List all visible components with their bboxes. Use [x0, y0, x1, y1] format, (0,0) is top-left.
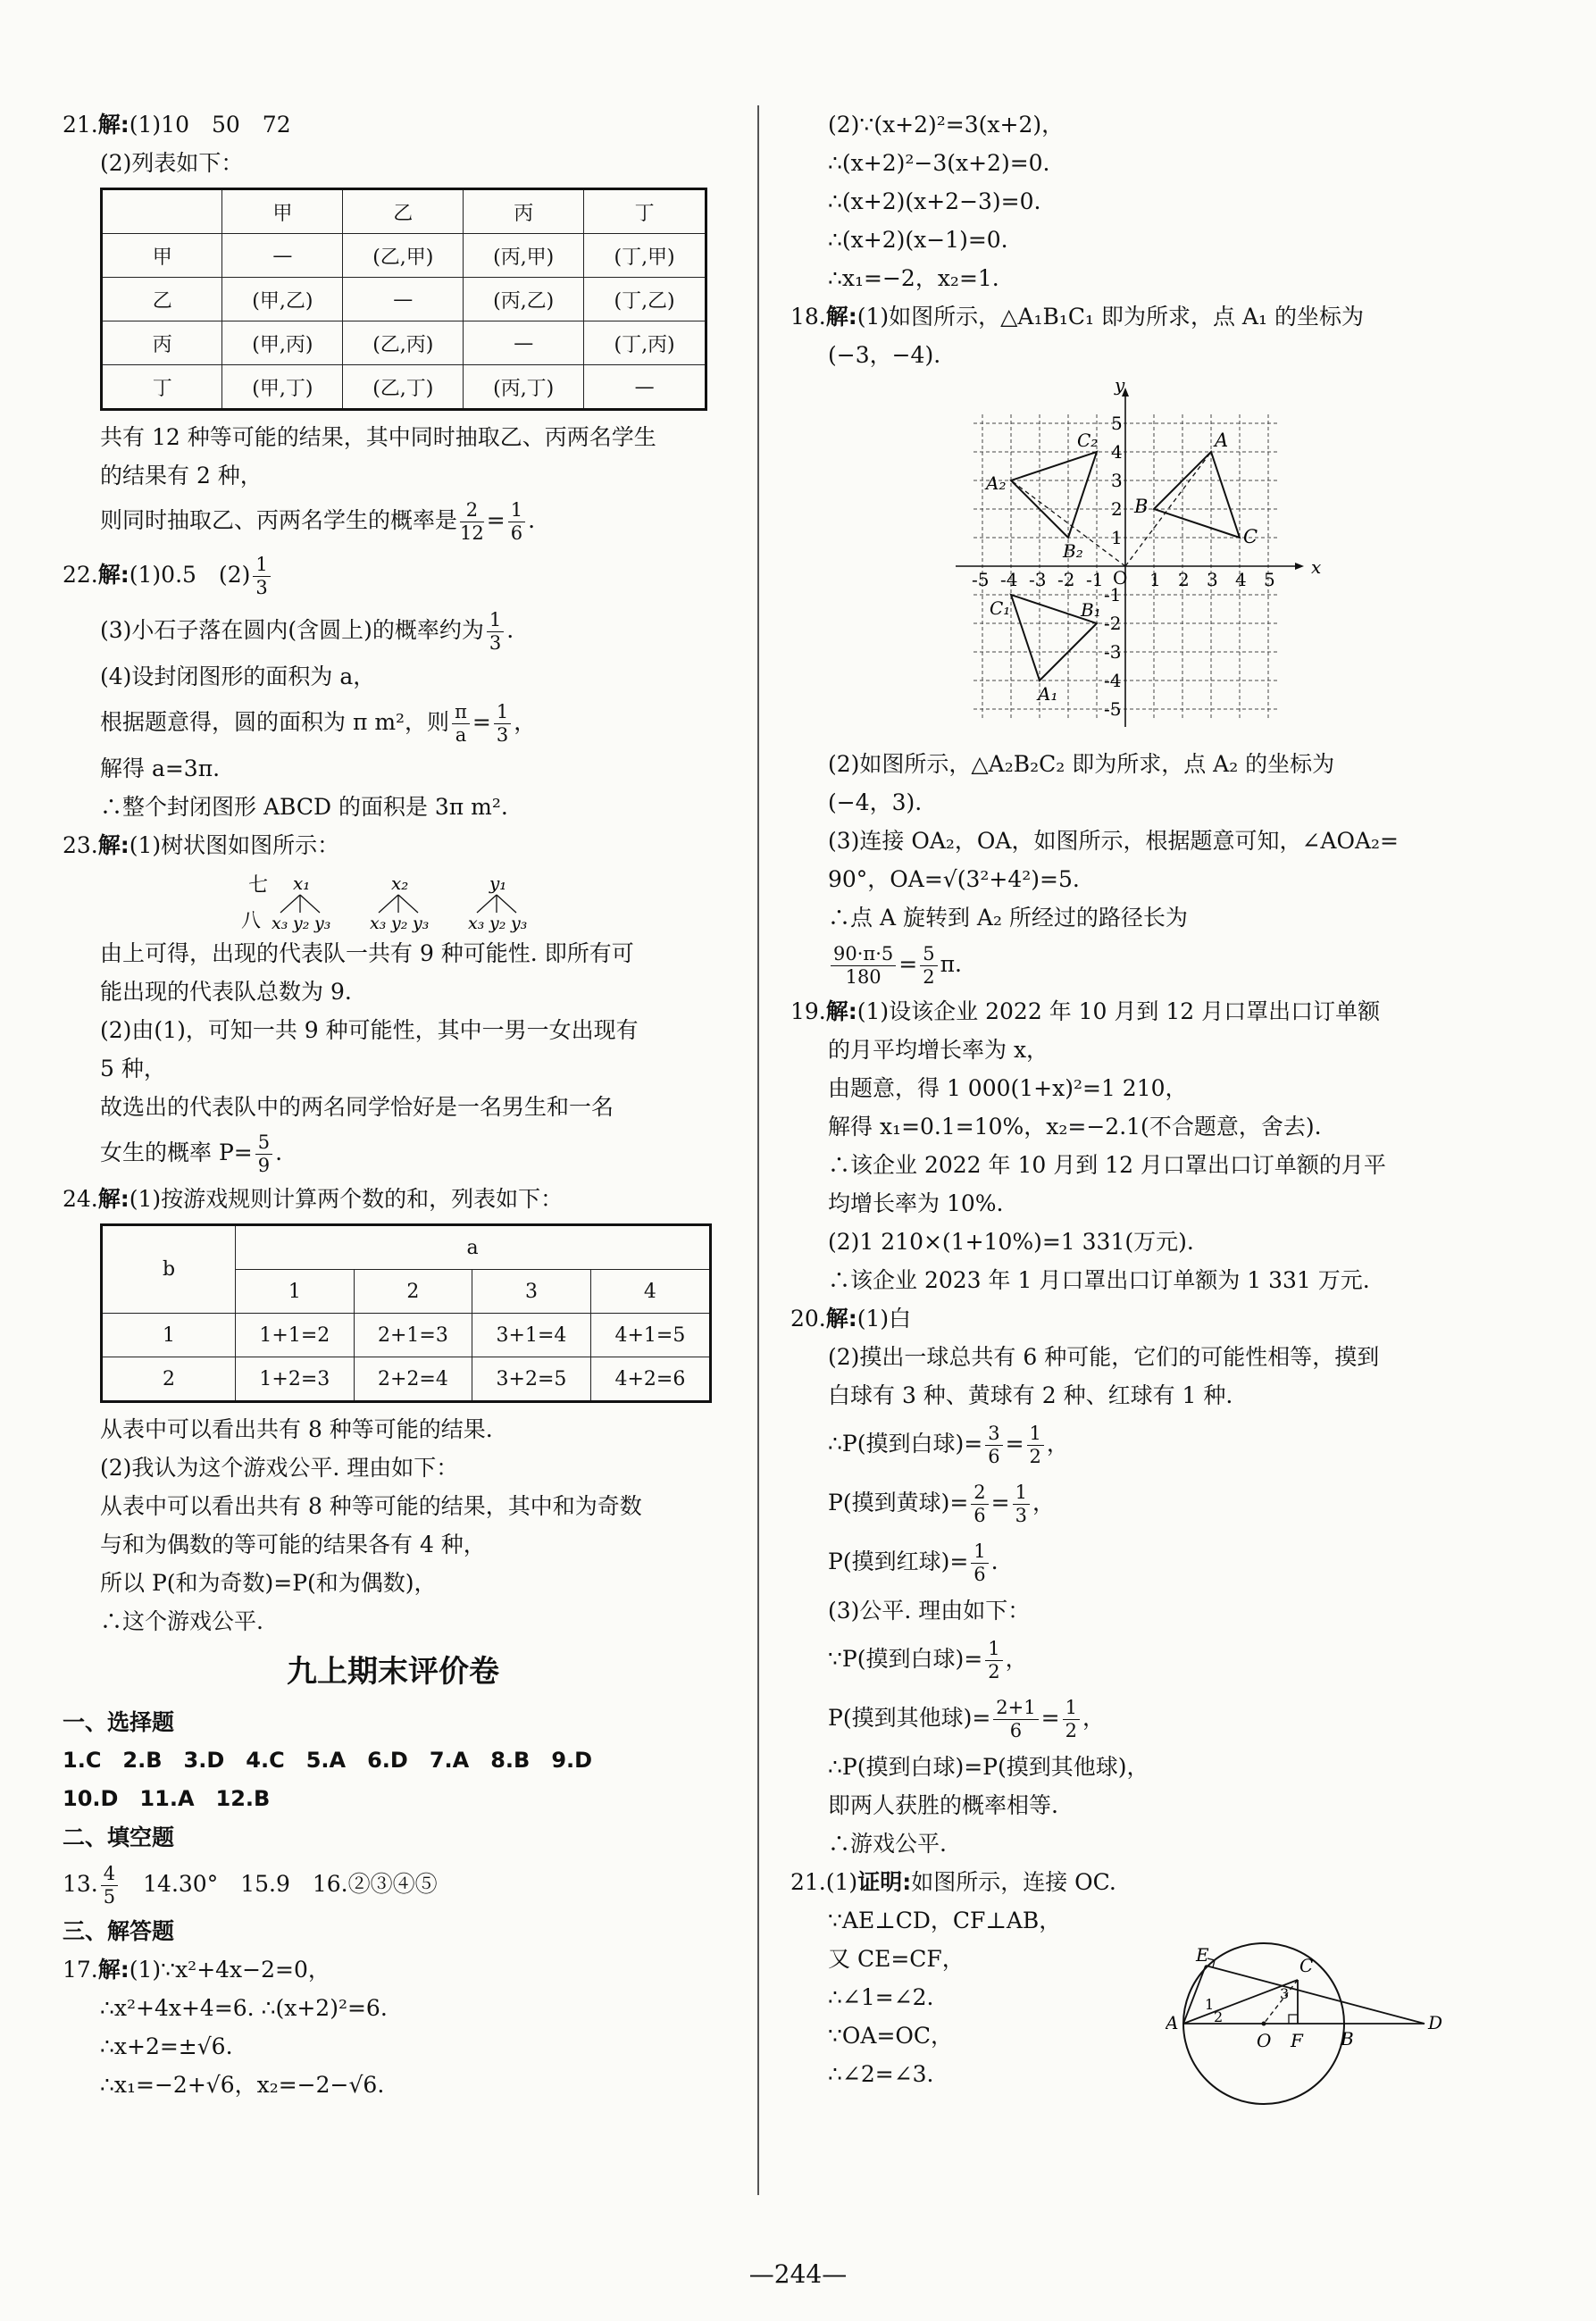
tree-root-1: 七	[248, 874, 269, 897]
fraction: $\frac{1}{2}$	[1063, 1697, 1080, 1742]
table-cell: 1	[236, 1270, 355, 1314]
x-axis-label: x	[1311, 556, 1322, 578]
table-cell: (乙,甲)	[343, 234, 464, 278]
angle-label-1: 1	[1205, 1996, 1215, 2013]
q21-block	[790, 1863, 1469, 2093]
point-label-c: C	[1299, 1955, 1314, 1976]
y-tick: -3	[1104, 641, 1122, 663]
table-cell: 丙	[464, 189, 584, 234]
table-cell: —	[343, 278, 464, 321]
mc-answers-2: 10.D 11.A 12.B	[63, 1786, 271, 1811]
table-cell: 3+2=5	[472, 1357, 591, 1402]
q24-line-1: 24.解:(1)按游戏规则计算两个数的和，列表如下：	[63, 1186, 564, 1212]
q21r-line-2: ∵AE⊥CD，CF⊥AB，	[828, 1908, 1062, 1933]
point-label-d: D	[1428, 2012, 1443, 2033]
table-cell: 2	[354, 1270, 472, 1314]
table-cell: (丁,乙)	[584, 278, 706, 321]
point-label-e: E	[1196, 1944, 1209, 1966]
q21-line-1: 21.解:(1)10 50 72	[63, 112, 291, 138]
q20-line-4: ∴P(摸到白球)= $\frac{3}{6}$ = $\frac{1}{2}$ ，	[828, 1423, 1069, 1467]
q17-line-2: ∴x²+4x+4=6. ∴(x+2)²=6.	[100, 1995, 388, 2021]
point-label-a1: A₁	[1038, 683, 1058, 705]
fill-answers: 13. $\frac{4}{5}$ 14.30° 15.9 16.②③④⑤	[63, 1863, 438, 1908]
fraction: $\frac{1}{3}$	[253, 554, 270, 599]
q18-line-3: (2)如图所示，△A₂B₂C₂ 即为所求，点 A₂ 的坐标为	[828, 751, 1335, 777]
q18-line-6: 90°，OA=√(3²+4²)=5.	[828, 866, 1080, 892]
page-number: —244—	[748, 2259, 848, 2289]
tree-node: x₁	[293, 872, 311, 894]
q17-cont-3: ∴(x+2)(x+2−3)=0.	[828, 188, 1041, 214]
angle-label-2: 2	[1214, 2008, 1224, 2025]
table-cell: 2+2=4	[354, 1357, 472, 1402]
table-cell: a	[236, 1225, 711, 1270]
q19-line-1: 19.解:(1)设该企业 2022 年 10 月到 12 月口罩出口订单额	[790, 998, 1381, 1024]
q24-line-5: 与和为偶数的等可能的结果各有 4 种，	[100, 1532, 486, 1557]
table-row	[102, 365, 706, 410]
q18-line-2: (−3，−4).	[828, 342, 941, 368]
tree-leaf: y₃	[314, 914, 331, 933]
table-cell: b	[102, 1225, 236, 1314]
fraction: $\frac{90\cdot\pi\cdot 5}{180}$	[831, 943, 896, 989]
q19-line-5: ∴该企业 2022 年 10 月到 12 月口罩出口订单额的月平	[828, 1152, 1386, 1178]
table-cell: (丙,丁)	[464, 365, 584, 410]
section-heading: 三、解答题	[63, 1918, 175, 1944]
y-axis-label: y	[1115, 374, 1125, 396]
section-heading: 一、选择题	[63, 1709, 175, 1735]
sum-table	[100, 1223, 712, 1403]
point-label-b2: B₂	[1063, 540, 1083, 562]
mc-answers-1: 1.C 2.B 3.D 4.C 5.A 6.D 7.A 8.B 9.D	[63, 1748, 593, 1773]
q24-line-2: 从表中可以看出共有 8 种等可能的结果.	[100, 1416, 493, 1442]
y-tick: 4	[1111, 441, 1123, 463]
tree-leaf: y₂	[293, 914, 310, 933]
table-cell: 4	[590, 1270, 710, 1314]
table-cell: 4+2=6	[590, 1357, 710, 1402]
q23-line-1: 23.解:(1)树状图如图所示：	[63, 832, 340, 858]
q17-cont-5: ∴x₁=−2，x₂=1.	[828, 265, 999, 291]
q24-line-6: 所以 P(和为奇数)=P(和为偶数)，	[100, 1570, 437, 1596]
fraction: $\frac{3}{6}$	[985, 1423, 1002, 1468]
x-tick: 2	[1178, 569, 1190, 590]
q22-line-5: 解得 a=3π.	[100, 756, 221, 781]
q17-line-4: ∴x₁=−2+√6，x₂=−2−√6.	[100, 2072, 385, 2098]
tree-branch-3	[468, 872, 527, 933]
table-cell: 甲	[102, 234, 222, 278]
table-cell: (甲,丙)	[222, 321, 343, 365]
section-heading: 二、填空题	[63, 1824, 175, 1850]
fraction: $\frac{\pi}{a}$	[452, 701, 470, 747]
table-cell	[102, 189, 222, 234]
tree-leaf: x₃	[272, 914, 288, 933]
y-tick: -4	[1104, 670, 1122, 691]
fraction: $\frac{1}{2}$	[985, 1638, 1002, 1683]
q19-line-4: 解得 x₁=0.1=10%，x₂=−2.1(不合题意，舍去).	[828, 1114, 1322, 1140]
coordinate-svg	[790, 374, 1469, 745]
q23-line-2: 由上可得，出现的代表队一共有 9 种可能性. 即所有可	[100, 940, 634, 966]
q18-line-8: $\frac{90\cdot\pi\cdot 5}{180}$ = $\frac{5}{2}$ π.	[790, 937, 1469, 992]
tree-node: x₂	[391, 872, 409, 894]
q20-line-10: ∴P(摸到白球)=P(摸到其他球)，	[828, 1754, 1149, 1780]
table-cell: 3+1=4	[472, 1314, 591, 1357]
table-cell: (甲,丁)	[222, 365, 343, 410]
q24-line-7: ∴这个游戏公平.	[100, 1608, 263, 1634]
q22-line-4: 根据题意得，圆的面积为 π m²，则 $\frac{\pi}{a}$ = $\frac{1}{3}$ ，	[100, 701, 537, 746]
q20-line-1: 20.解:(1)白	[790, 1306, 912, 1332]
tree-leaf: y₃	[511, 914, 528, 933]
table-cell: (乙,丁)	[343, 365, 464, 410]
column-divider	[757, 105, 759, 2195]
table-cell: 2+1=3	[354, 1314, 472, 1357]
table-cell: —	[222, 234, 343, 278]
y-tick: 3	[1111, 470, 1123, 491]
left-column	[63, 105, 723, 2104]
q20-line-3: 白球有 3 种、黄球有 2 种、红球有 1 种.	[828, 1382, 1233, 1408]
q17-line-3: ∴x+2=±√6.	[100, 2033, 233, 2059]
point-label-a2: A₂	[986, 472, 1007, 494]
q19-line-7: (2)1 210×(1+10%)=1 331(万元).	[828, 1229, 1194, 1255]
q22-line-1: 22.解:(1)0.5 (2) $\frac{1}{3}$	[63, 547, 723, 604]
origin-label: O	[1113, 567, 1128, 589]
q18-line-1: 18.解:(1)如图所示，△A₁B₁C₁ 即为所求，点 A₁ 的坐标为	[790, 304, 1364, 330]
y-tick: -5	[1104, 698, 1122, 720]
tree-node: y₁	[489, 872, 507, 894]
point-label-b: B	[1341, 2028, 1354, 2050]
q23-line-7: 女生的概率 P= $\frac{5}{9}$ .	[100, 1131, 283, 1176]
fraction: $\frac{1}{3}$	[494, 701, 511, 747]
q23-line-5: 5 种，	[100, 1056, 166, 1081]
point-label-c2: C₂	[1077, 430, 1099, 451]
draw-table	[100, 188, 707, 411]
fraction: $\frac{1}{3}$	[487, 609, 504, 655]
table-cell: (丙,乙)	[464, 278, 584, 321]
fraction: $\frac{4}{5}$	[101, 1863, 118, 1908]
x-tick: -4	[1000, 569, 1018, 590]
q17-cont-1: (2)∵(x+2)²=3(x+2)，	[828, 112, 1065, 138]
q19-line-8: ∴该企业 2023 年 1 月口罩出口订单额为 1 331 万元.	[828, 1267, 1370, 1293]
table-cell: 3	[472, 1270, 591, 1314]
y-tick: 1	[1111, 527, 1123, 548]
q23-line-4: (2)由(1)，可知一共 9 种可能性，其中一男一女出现有	[100, 1017, 639, 1043]
table-cell: 乙	[102, 278, 222, 321]
center-dot	[1262, 2022, 1266, 2026]
table-cell: 4+1=5	[590, 1314, 710, 1357]
table-row	[102, 1357, 711, 1402]
table-cell: 乙	[343, 189, 464, 234]
q22-line-2: (3)小石子落在圆内(含圆上)的概率约为 $\frac{1}{3}$ .	[100, 609, 514, 654]
point-label-o: O	[1257, 2030, 1272, 2051]
q23-line-6: 故选出的代表队中的两名同学恰好是一名男生和一名	[100, 1094, 614, 1120]
q21r-line-5: ∵OA=OC，	[828, 2023, 954, 2049]
q18-line-4: (−4，3).	[828, 789, 923, 815]
table-cell: (丁,丙)	[584, 321, 706, 365]
q20-line-8: ∵P(摸到白球)= $\frac{1}{2}$ ，	[828, 1638, 1028, 1682]
line-ed	[1206, 1966, 1425, 2024]
fraction: $\frac{5}{2}$	[920, 943, 937, 989]
fraction: $\frac{2}{12}$	[460, 499, 484, 544]
x-tick: -3	[1029, 569, 1047, 590]
point-label-b1: B₁	[1081, 599, 1101, 621]
table-cell: (丙,甲)	[464, 234, 584, 278]
table-cell: (丁,甲)	[584, 234, 706, 278]
circle-figure	[1166, 1881, 1460, 2113]
q19-line-3: 由题意，得 1 000(1+x)²=1 210，	[828, 1075, 1188, 1101]
fraction: $\frac{1}{6}$	[508, 499, 525, 545]
tree-svg	[241, 864, 563, 934]
line-ae	[1183, 1966, 1206, 2024]
y-tick: 5	[1111, 413, 1123, 434]
x-tick: 4	[1235, 569, 1247, 590]
table-cell: 1	[102, 1314, 236, 1357]
q20-line-5: P(摸到黄球)= $\frac{2}{6}$ = $\frac{1}{3}$ ，	[828, 1482, 1055, 1526]
q21r-line-6: ∴∠2=∠3.	[828, 2061, 934, 2087]
fraction: $\frac{1}{2}$	[1027, 1423, 1044, 1468]
table-row	[102, 1314, 711, 1357]
q22-line-3: (4)设封闭图形的面积为 a，	[100, 664, 376, 689]
table-cell: —	[464, 321, 584, 365]
point-label-a: A	[1215, 430, 1229, 451]
x-tick: 1	[1149, 569, 1161, 590]
x-tick: 3	[1207, 569, 1218, 590]
y-tick: -1	[1104, 584, 1122, 605]
y-tick: 2	[1111, 498, 1123, 520]
q24-line-4: 从表中可以看出共有 8 种等可能的结果，其中和为奇数	[100, 1493, 642, 1519]
fraction: $\frac{5}{9}$	[255, 1131, 272, 1177]
x-tick: 5	[1264, 569, 1275, 590]
point-label-c1: C₁	[990, 597, 1011, 619]
q22-line-6: ∴整个封闭图形 ABCD 的面积是 3π m².	[100, 794, 508, 820]
table-header-row	[102, 1225, 711, 1270]
q19-line-2: 的月平均增长率为 x，	[828, 1037, 1049, 1063]
tree-leaf: y₃	[413, 914, 430, 933]
q18-line-7: ∴点 A 旋转到 A₂ 所经过的路径长为	[828, 905, 1188, 931]
tree-branch-1	[272, 872, 330, 933]
triangle-abc	[1154, 452, 1240, 538]
right-column	[790, 105, 1469, 2093]
q20-line-7: (3)公平. 理由如下：	[828, 1598, 1031, 1624]
fraction: $\frac{2}{6}$	[971, 1482, 988, 1527]
y-tick: -2	[1104, 613, 1122, 634]
q21r-line-1: 21.(1)证明:如图所示，连接 OC.	[790, 1869, 1116, 1895]
table-cell: 2	[102, 1357, 236, 1402]
q21-line-3: 共有 12 种等可能的结果，其中同时抽取乙、丙两名学生	[100, 424, 656, 450]
q21-line-4: 的结果有 2 种，	[100, 463, 263, 488]
q17-line-1: 17.解:(1)∵x²+4x−2=0，	[63, 1957, 330, 1983]
q17-cont-2: ∴(x+2)²−3(x+2)=0.	[828, 150, 1050, 176]
table-cell: 丙	[102, 321, 222, 365]
q20-line-12: ∴游戏公平.	[828, 1831, 947, 1857]
fraction: $\frac{1}{3}$	[1013, 1482, 1030, 1527]
table-row	[102, 278, 706, 321]
q21-line-2: (2)列表如下：	[100, 150, 244, 176]
tree-branch-2	[370, 872, 429, 933]
q20-line-2: (2)摸出一球总共有 6 种可能，它们的可能性相等，摸到	[828, 1344, 1380, 1370]
table-cell: —	[584, 365, 706, 410]
table-header-row	[102, 189, 706, 234]
angle-label-3: 3	[1280, 1985, 1290, 2002]
q18-line-5: (3)连接 OA₂，OA，如图所示，根据题意可知，∠AOA₂=	[828, 828, 1400, 854]
table-cell: 丁	[102, 365, 222, 410]
tree-leaf: x₃	[468, 914, 485, 933]
point-label-a: A	[1166, 2012, 1179, 2033]
point-label-c: C	[1243, 526, 1258, 547]
tree-diagram	[241, 864, 723, 934]
q20-line-6: P(摸到红球)= $\frac{1}{6}$ .	[828, 1540, 999, 1585]
table-cell: 甲	[222, 189, 343, 234]
coordinate-figure	[790, 374, 1469, 745]
table-cell: (甲,乙)	[222, 278, 343, 321]
tree-leaf: y₂	[489, 914, 506, 933]
triangle-a2b2c2	[1011, 452, 1097, 538]
q19-line-6: 均增长率为 10%.	[828, 1190, 1004, 1216]
fraction: $\frac{1}{6}$	[971, 1540, 988, 1586]
x-tick: -5	[972, 569, 990, 590]
table-cell: (乙,丙)	[343, 321, 464, 365]
right-angle-f	[1289, 2015, 1298, 2024]
point-label-f: F	[1291, 2030, 1303, 2051]
q20-line-9: P(摸到其他球)= $\frac{2+1}{6}$ = $\frac{1}{2}$ ，	[828, 1697, 1105, 1741]
q21-line-5: 则同时抽取乙、丙两名学生的概率是 $\frac{2}{12}$ = $\frac{1}{6}$ .	[100, 499, 536, 544]
fraction: $\frac{2+1}{6}$	[993, 1697, 1038, 1742]
x-tick: -2	[1057, 569, 1075, 590]
exam-title: 九上期末评价卷	[287, 1654, 499, 1690]
point-label-b: B	[1134, 496, 1149, 517]
table-row	[102, 321, 706, 365]
table-cell: 1+1=2	[236, 1314, 355, 1357]
x-tick: -1	[1086, 569, 1104, 590]
q24-line-3: (2)我认为这个游戏公平. 理由如下：	[100, 1455, 459, 1481]
table-row	[102, 234, 706, 278]
q20-line-11: 即两人获胜的概率相等.	[828, 1792, 1058, 1818]
tree-leaf: x₃	[370, 914, 387, 933]
q23-line-3: 能出现的代表队总数为 9.	[100, 979, 352, 1005]
q17-cont-4: ∴(x+2)(x−1)=0.	[828, 227, 1008, 253]
x-axis-arrow	[1295, 563, 1304, 570]
q21r-line-3: 又 CE=CF，	[828, 1946, 965, 1972]
table-cell: 丁	[584, 189, 706, 234]
table-cell: 1+2=3	[236, 1357, 355, 1402]
tree-leaf: y₂	[391, 914, 408, 933]
tree-root-2: 八	[241, 910, 262, 932]
q21r-line-4: ∴∠1=∠2.	[828, 1984, 934, 2010]
